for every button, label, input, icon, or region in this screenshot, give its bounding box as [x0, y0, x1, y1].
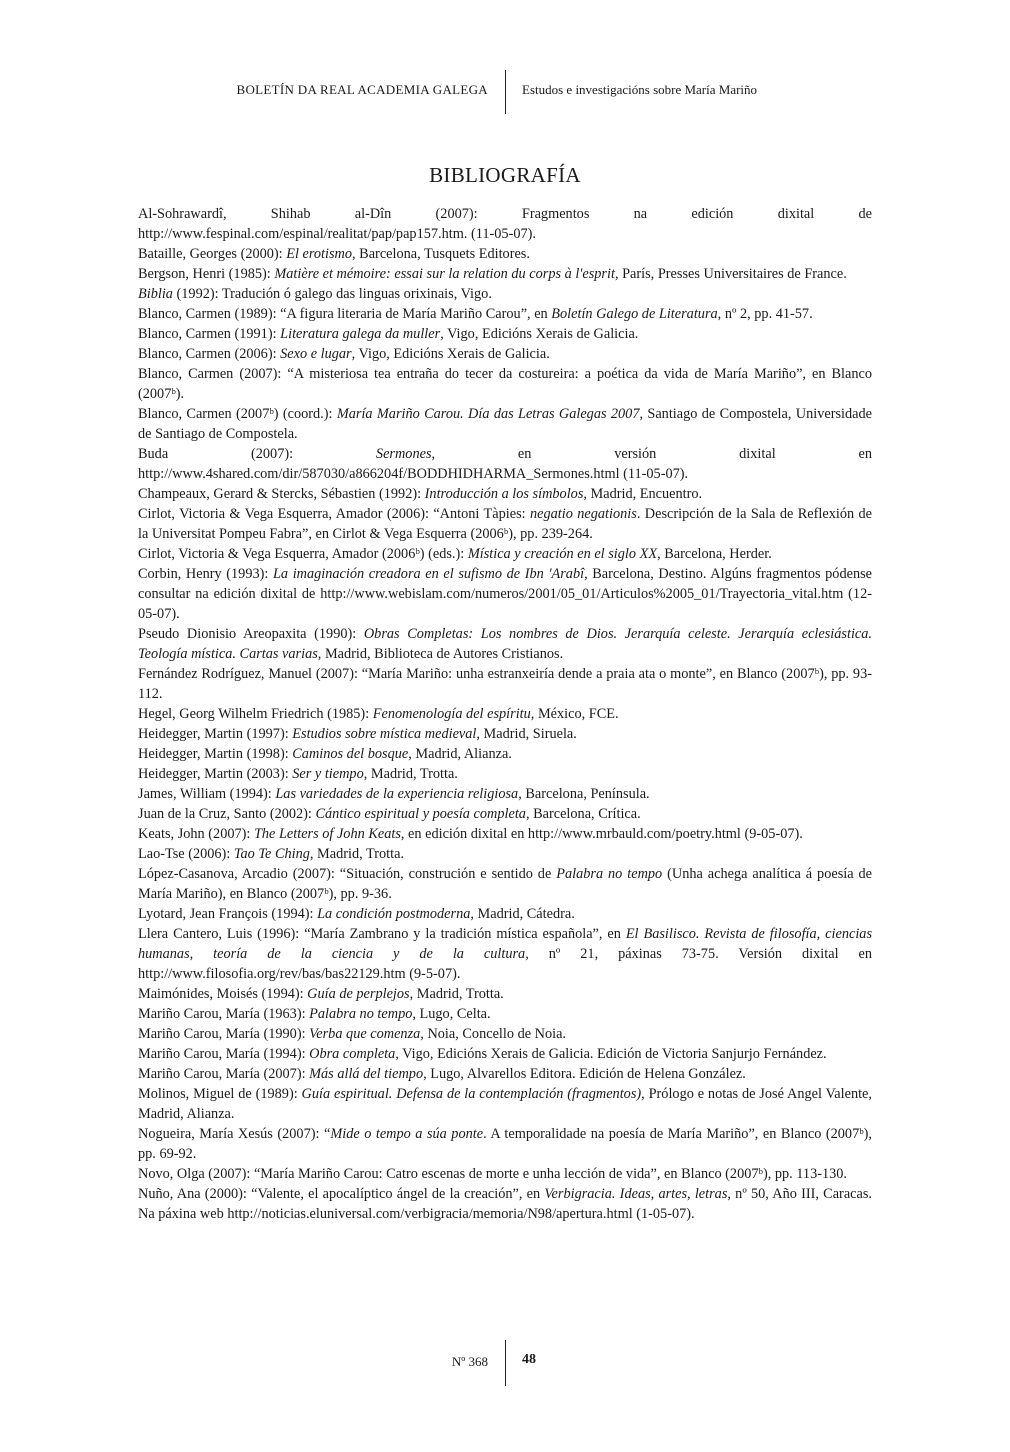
bibliography-entry: [138, 1024, 872, 1044]
entry-text: , Lugo, Celta.: [412, 1006, 491, 1022]
entry-text: Mariño Carou, María (2007):: [138, 1066, 310, 1082]
entry-text: Corbin, Henry (1993):: [138, 566, 273, 582]
bibliography-entry: [138, 1064, 872, 1084]
bibliography-entry: [138, 204, 872, 244]
entry-text: Cirlot, Victoria & Vega Esquerra, Amador (2006ᵇ) (eds.):: [138, 546, 468, 562]
bibliography-entry: [138, 1164, 872, 1184]
bibliography-entry: [138, 664, 872, 704]
entry-text: , Barcelona, Destino. Algúns fragmentos pódense consultar na edición dixital de http://www.webislam.com/numeros/2001/05_01/Articulos%2005_01/Trayectoria_vital.htm (12-05-07).: [138, 566, 873, 622]
bibliography-entry: [138, 264, 872, 284]
entry-title-italic: Caminos del bosque: [292, 746, 409, 762]
entry-text: Nogueira, María Xesús (2007): “: [138, 1126, 331, 1142]
entry-text: Heidegger, Martin (1998):: [138, 746, 293, 762]
entry-title-italic: Obras Completas: Los nombres de Dios. Jerarquía celeste. Jerarquía eclesiástica. Teología mística. Cartas varias: [138, 626, 873, 662]
entry-text: , Prólogo e notas de José Angel Valente, Madrid, Alianza.: [138, 1086, 872, 1122]
entry-title-italic: Matière et mémoire: essai sur la relation du corps à l'esprit: [274, 266, 615, 282]
entry-text: , México, FCE.: [530, 706, 619, 722]
page-number: 48: [522, 1352, 536, 1367]
entry-text: , Barcelona, Herder.: [657, 546, 772, 562]
entry-text: James, William (1994):: [138, 786, 276, 802]
entry-text: Lyotard, Jean François (1994):: [138, 906, 318, 922]
entry-text: , Barcelona, Península.: [518, 786, 650, 802]
entry-text: Blanco, Carmen (1989): “A figura literaria de María Mariño Carou”, en: [138, 306, 552, 322]
bibliography-entry: [138, 704, 872, 724]
entry-text: Keats, John (2007):: [138, 826, 254, 842]
entry-text: , Madrid, Alianza.: [408, 746, 512, 762]
entry-title-italic: El Basilisco. Revista de filosofía, ciencias humanas, teoría de la ciencia y de la cultura: [138, 926, 873, 962]
entry-text: Blanco, Carmen (2007): “A misteriosa tea entraña do tecer da costureira: a poética da vida de María Mariño”, en Blanco (2007ᵇ).: [138, 366, 872, 402]
bibliography-entry: [138, 1004, 872, 1024]
page-title: BIBLIOGRAFÍA: [429, 163, 581, 187]
entry-text: Mariño Carou, María (1990):: [138, 1026, 310, 1042]
bibliography-entry: [138, 904, 872, 924]
entry-text: Fernández Rodríguez, Manuel (2007): “María Mariño: unha estranxeiría dende a praia ata o monte”, en Blanco (2007ᵇ), pp. 93-112.: [138, 666, 872, 702]
bibliography-entry: [138, 1084, 872, 1124]
entry-title-italic: Estudios sobre mística medieval: [292, 726, 477, 742]
bibliography-entry: [138, 404, 872, 444]
entry-text: Blanco, Carmen (2007ᵇ) (coord.):: [138, 406, 337, 422]
bibliography-entry: [138, 1044, 872, 1064]
entry-text: Llera Cantero, Luis (1996): “María Zambrano y la tradición mística española”, en: [138, 926, 626, 942]
entry-text: , Barcelona, Tusquets Editores.: [352, 246, 530, 262]
bibliography-entry: [138, 824, 872, 844]
entry-text: . A temporalidade na poesía de María Mariño”, en Blanco (2007ᵇ), pp. 69-92.: [138, 1126, 872, 1162]
bibliography-entry: [138, 364, 872, 404]
entry-title-italic: Sexo e lugar: [280, 346, 352, 362]
entry-text: , nº 2, pp. 41-57.: [717, 306, 813, 322]
bibliography-entry: [138, 444, 872, 484]
entry-text: , Noia, Concello de Noia.: [420, 1026, 567, 1042]
entry-title-italic: Sermones: [375, 446, 432, 462]
entry-text: , Madrid, Trotta.: [309, 846, 405, 862]
entry-text: , Madrid, Trotta.: [409, 986, 504, 1002]
entry-text: , Santiago de Compostela, Universidade de Santiago de Compostela.: [138, 406, 872, 442]
entry-text: , nº 21, páxinas 73-75. Versión dixital en http://www.filosofia.org/rev/bas/bas22129.htm (9-5-07).: [138, 946, 873, 982]
entry-title-italic: Literatura galega da muller: [280, 326, 441, 342]
bibliography-entry: [138, 924, 872, 984]
bibliography-entry: [138, 1184, 872, 1224]
entry-title-italic: El erotismo: [286, 246, 353, 262]
bibliography-entry: [138, 804, 872, 824]
entry-text: , nº 50, Año III, Caracas. Na páxina web http://noticias.eluniversal.com/verbigracia/memoria/N98/apertura.html (1-05-07).: [138, 1186, 872, 1222]
entry-text: Heidegger, Martin (1997):: [138, 726, 293, 742]
entry-text: Maimónides, Moisés (1994):: [138, 986, 308, 1002]
journal-name: BOLETÍN DA REAL ACADEMIA GALEGA: [236, 82, 488, 97]
entry-title-italic: Verba que comenza: [309, 1026, 421, 1042]
bibliography-entry: [138, 304, 872, 324]
entry-text: Novo, Olga (2007): “María Mariño Carou: Catro escenas de morte e unha lección de vida”, en Blanco (2007ᵇ), pp. 113-130.: [138, 1166, 847, 1182]
entry-title-italic: Biblia: [138, 286, 173, 302]
bibliography-entry: [138, 984, 872, 1004]
entry-text: Buda (2007):: [138, 446, 376, 462]
entry-title-italic: Mide o tempo a súa ponte: [330, 1126, 484, 1142]
entry-text: , Barcelona, Crítica.: [525, 806, 641, 822]
bibliography-entry: [138, 864, 872, 904]
entry-title-italic: The Letters of John Keats: [253, 826, 401, 842]
bibliography-entry: [138, 784, 872, 804]
entry-title-italic: María Mariño Carou. Día das Letras Galegas 2007: [336, 406, 640, 422]
entry-title-italic: Guía de perplejos: [307, 986, 410, 1002]
entry-text: , Vigo, Edicións Xerais de Galicia. Edición de Victoria Sanjurjo Fernández.: [395, 1046, 827, 1062]
bibliography-entry: [138, 344, 872, 364]
entry-title-italic: La condición postmoderna: [317, 906, 471, 922]
entry-text: López-Casanova, Arcadio (2007): “Situación, construción e sentido de: [138, 866, 557, 882]
entry-text: , Madrid, Biblioteca de Autores Cristianos.: [317, 646, 564, 662]
header-divider: [505, 70, 506, 114]
bibliography-entry: [138, 564, 872, 624]
entry-text: (1992): Tradución ó galego das linguas orixinais, Vigo.: [172, 286, 492, 302]
entry-text: Lao-Tse (2006):: [138, 846, 234, 862]
entry-text: Nuño, Ana (2000): “Valente, el apocalíptico ángel de la creación”, en: [138, 1186, 545, 1202]
bibliography-entry: [138, 284, 872, 304]
entry-title-italic: Verbigracia. Ideas, artes, letras: [544, 1186, 728, 1202]
entry-title-italic: Obra completa: [309, 1046, 396, 1062]
bibliography-entry: [138, 324, 872, 344]
entry-text: (Unha achega analítica á poesía de María Mariño), en Blanco (2007ᵇ), pp. 9-36.: [138, 866, 873, 902]
bibliography-entry: [138, 624, 872, 664]
bibliography-entry: [138, 244, 872, 264]
entry-text: Al-Sohrawardî, Shihab al-Dîn (2007): Fragmentos na edición dixital de http://www.fespinal.com/espinal/realitat/pap/pap157.htm. (11-05-07).: [138, 206, 872, 242]
bibliography-entry: [138, 764, 872, 784]
entry-text: , Lugo, Alvarellos Editora. Edición de Helena González.: [423, 1066, 746, 1082]
entry-text: Bataille, Georges (2000):: [138, 246, 287, 262]
entry-text: Blanco, Carmen (1991):: [138, 326, 281, 342]
entry-text: Pseudo Dionisio Areopaxita (1990):: [138, 626, 364, 642]
entry-text: Blanco, Carmen (2006):: [138, 346, 281, 362]
entry-title-italic: Boletín Galego de Literatura: [551, 306, 718, 322]
entry-title-italic: Palabra no tempo: [309, 1006, 413, 1022]
entry-text: Molinos, Miguel de (1989):: [138, 1086, 302, 1102]
entry-text: , Madrid, Cátedra.: [470, 906, 575, 922]
entry-text: . Descripción de la Sala de Reflexión de la Universitat Pompeu Fabra”, en Cirlot & Vega Esquerra (2006ᵇ), pp. 239-264.: [138, 506, 872, 542]
bibliography-entry: [138, 544, 872, 564]
entry-text: Champeaux, Gerard & Stercks, Sébastien (1992):: [138, 486, 425, 502]
entry-text: Mariño Carou, María (1963):: [138, 1006, 310, 1022]
entry-title-italic: La imaginación creadora en el sufismo de Ibn 'Arabî: [272, 566, 585, 582]
issue-number: Nº 368: [451, 1354, 488, 1369]
bibliography-entry: [138, 504, 872, 544]
entry-text: Hegel, Georg Wilhelm Friedrich (1985):: [138, 706, 373, 722]
entry-title-italic: Ser y tiempo: [292, 766, 364, 782]
entry-text: Juan de la Cruz, Santo (2002):: [138, 806, 316, 822]
entry-text: , Vigo, Edicións Xerais de Galicia.: [351, 346, 550, 362]
entry-text: Heidegger, Martin (2003):: [138, 766, 293, 782]
bibliography-list: [138, 204, 872, 1224]
entry-text: Bergson, Henri (1985):: [138, 266, 275, 282]
bibliography-entry: [138, 724, 872, 744]
entry-text: , en edición dixital en http://www.mrbauld.com/poetry.html (9-05-07).: [400, 826, 803, 842]
section-title: Estudos e investigacións sobre María Mariño: [522, 82, 758, 97]
entry-title-italic: Palabra no tempo: [556, 866, 663, 882]
entry-text: , en versión dixital en http://www.4shared.com/dir/587030/a866204f/BODDHIDHARMA_Sermones.html (11-05-07).: [138, 446, 872, 482]
footer-divider: [505, 1340, 506, 1386]
entry-title-italic: Fenomenología del espíritu: [372, 706, 531, 722]
entry-text: , Vigo, Edicións Xerais de Galicia.: [440, 326, 639, 342]
entry-title-italic: Más allá del tiempo: [309, 1066, 424, 1082]
entry-title-italic: Las variedades de la experiencia religiosa: [275, 786, 519, 802]
entry-text: Cirlot, Victoria & Vega Esquerra, Amador (2006): “Antoni Tàpies:: [138, 506, 530, 522]
entry-text: Mariño Carou, María (1994):: [138, 1046, 310, 1062]
entry-text: , Madrid, Encuentro.: [583, 486, 703, 502]
entry-title-italic: Guía espiritual. Defensa de la contemplación (fragmentos): [301, 1086, 642, 1102]
bibliography-entry: [138, 484, 872, 504]
entry-text: , Madrid, Siruela.: [476, 726, 577, 742]
entry-title-italic: Cántico espiritual y poesía completa: [315, 806, 526, 822]
entry-title-italic: negatio negationis: [530, 506, 637, 522]
bibliography-entry: [138, 844, 872, 864]
entry-title-italic: Introducción a los símbolos: [424, 486, 584, 502]
entry-title-italic: Mística y creación en el siglo XX: [467, 546, 658, 562]
bibliography-entry: [138, 1124, 872, 1164]
entry-text: , Madrid, Trotta.: [363, 766, 458, 782]
bibliography-entry: [138, 744, 872, 764]
entry-title-italic: Tao Te Ching: [233, 846, 310, 862]
entry-text: , París, Presses Universitaires de France.: [614, 266, 847, 282]
